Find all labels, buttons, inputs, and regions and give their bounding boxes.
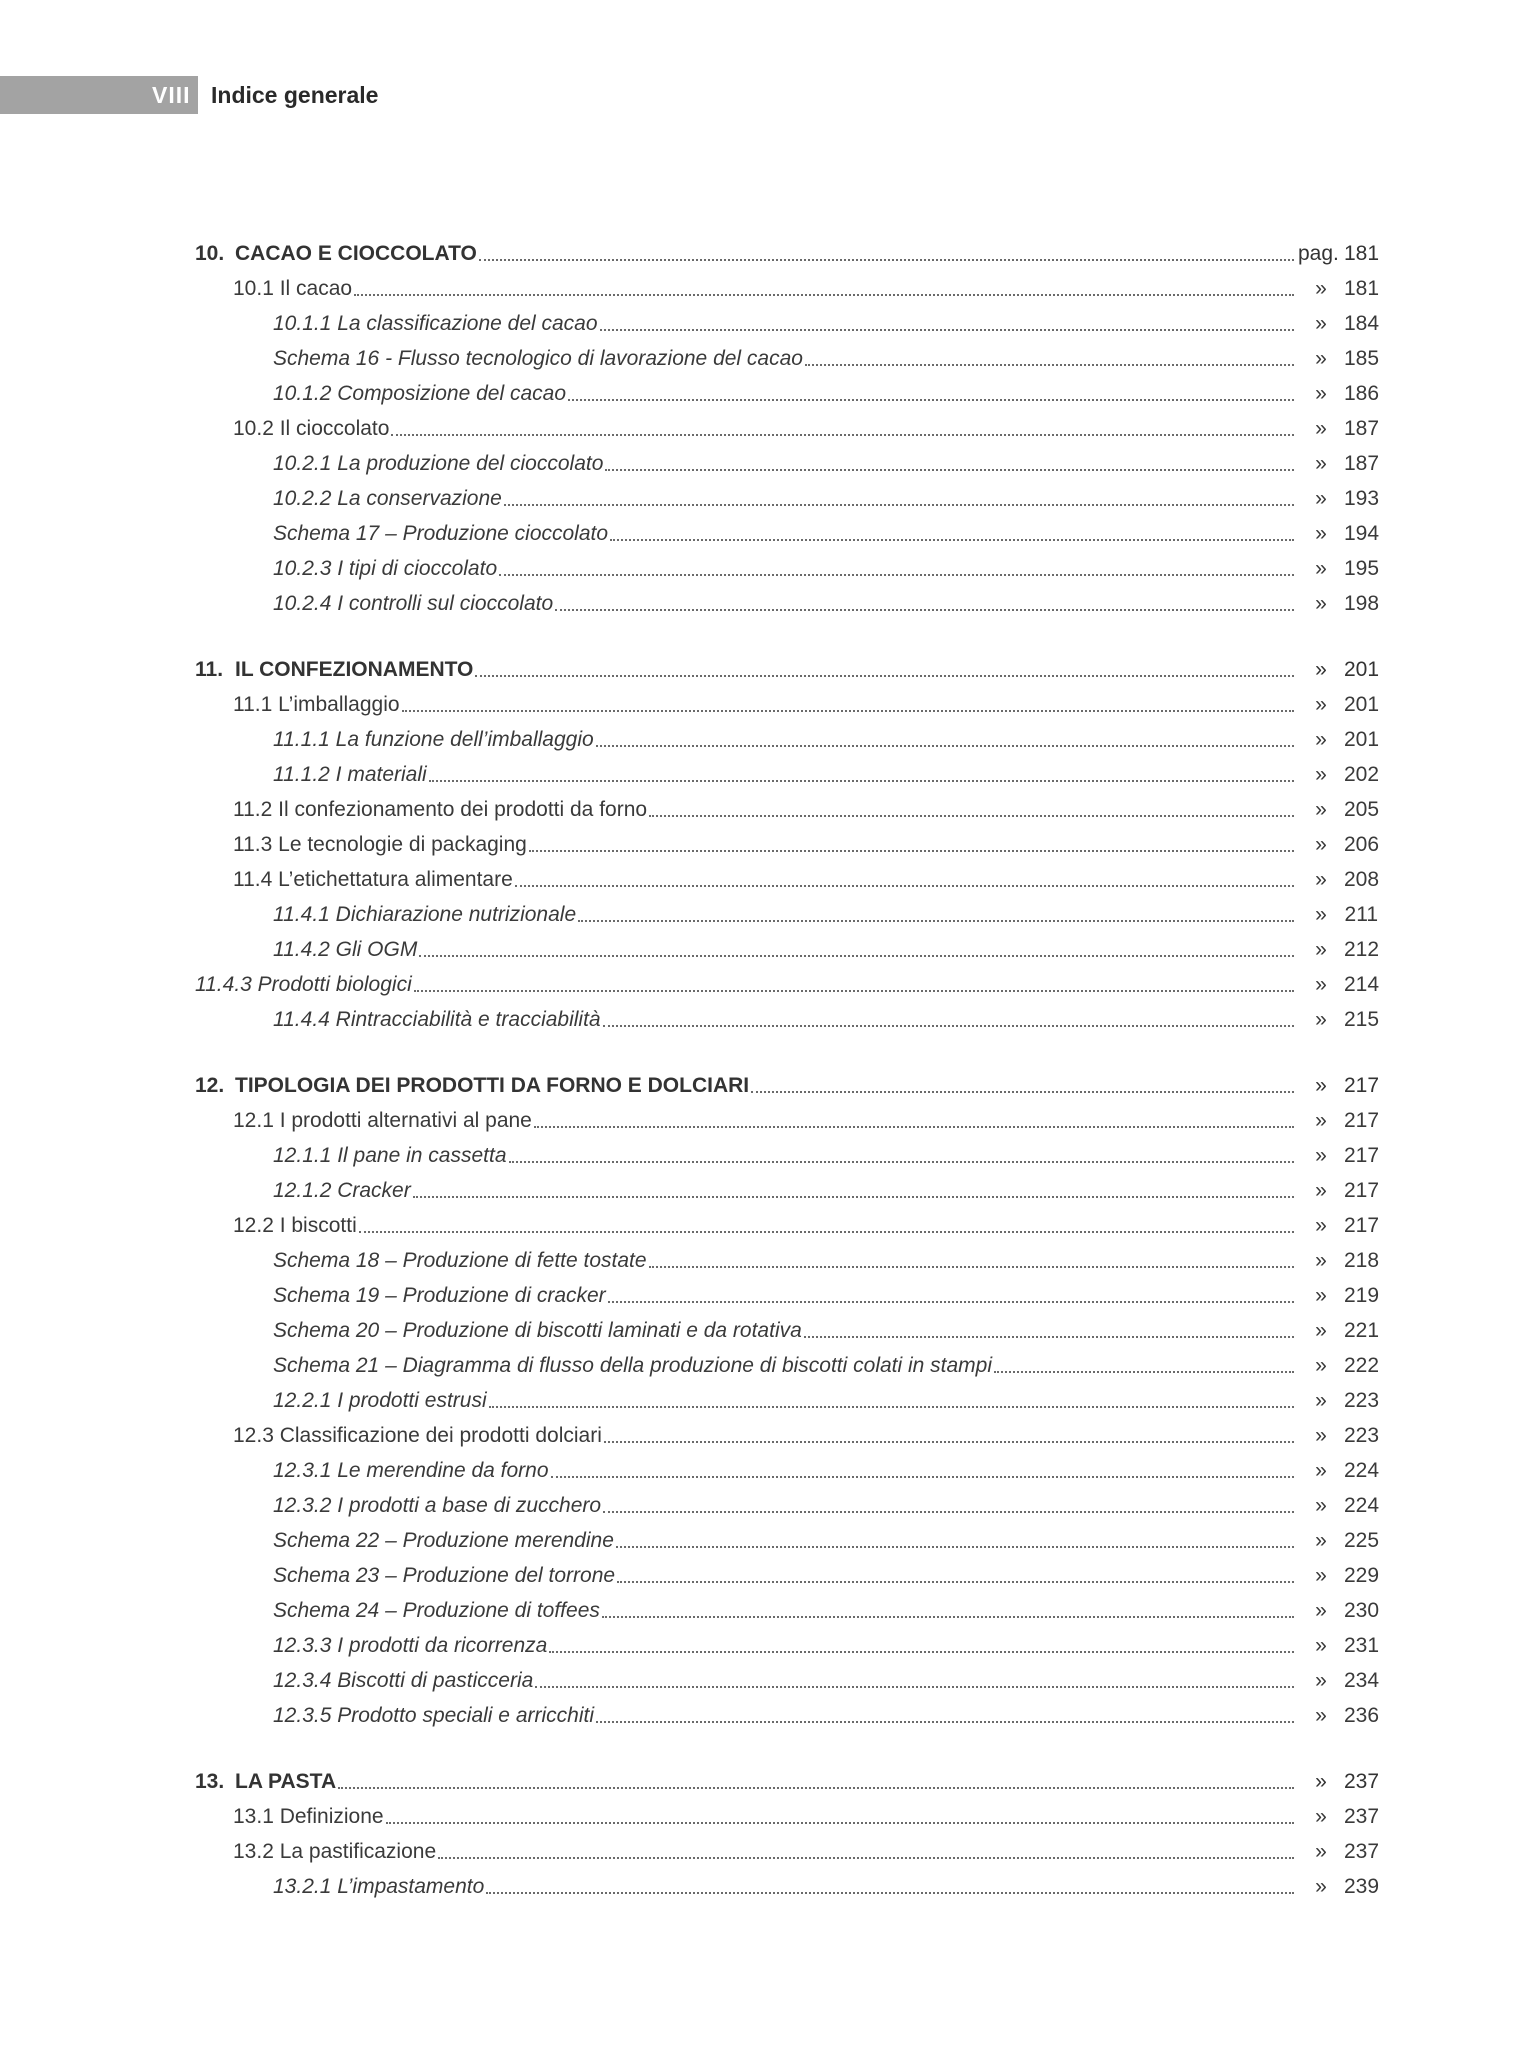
toc-entry-title: [273, 1874, 484, 1900]
toc-entry-text: Schema 19 – Produzione di cracker: [273, 1284, 606, 1307]
toc-entry-row: [273, 1310, 1378, 1344]
toc-entry-row: [273, 548, 1378, 582]
toc-entry-text: IL CONFEZIONAMENTO: [235, 658, 474, 681]
toc-entry-text: Schema 21 – Diagramma di flusso della produzione di biscotti colati in stampi: [273, 1354, 993, 1377]
toc-entry-text: 12.3.4 Biscotti di pasticceria: [273, 1669, 534, 1692]
toc-page-marker: »: [1315, 763, 1327, 786]
dot-leader: [603, 1511, 1294, 1513]
dot-leader: [551, 1476, 1294, 1478]
toc-entry-row: [273, 754, 1378, 788]
toc-entry-row: [195, 964, 1378, 998]
toc-entry-title: [273, 1248, 647, 1274]
toc-entry-title: [273, 1598, 600, 1624]
toc-entry-title: [273, 591, 553, 617]
toc-page-number: 181: [1344, 277, 1380, 300]
toc-page-marker: »: [1315, 658, 1327, 681]
toc-entry-title: [273, 1143, 507, 1169]
toc-page-marker: »: [1315, 1494, 1327, 1517]
toc-entry-text: 12.3.2 I prodotti a base di zucchero: [273, 1494, 602, 1517]
toc-page-number: 237: [1344, 1840, 1380, 1863]
toc-entry-text: 10.1.2 Composizione del cacao: [273, 382, 567, 405]
toc-entry-row: [233, 684, 1378, 718]
toc-entry-row: [273, 478, 1378, 512]
dot-leader: [509, 1161, 1295, 1163]
toc-entry-text: Schema 24 – Produzione di toffees: [273, 1599, 600, 1622]
toc-chapter-number: 12.: [195, 1074, 225, 1097]
toc-entry-text: 12.1.2 Cracker: [273, 1179, 411, 1202]
toc-entry-text: Schema 23 – Produzione del torrone: [273, 1564, 616, 1587]
toc-entry-title: [195, 657, 473, 683]
toc-page-number: 237: [1344, 1805, 1380, 1828]
toc-page-marker: »: [1315, 1564, 1327, 1587]
toc-entry-title: [233, 797, 647, 823]
dot-leader: [475, 675, 1294, 677]
dot-leader: [504, 504, 1294, 506]
toc-page-marker: »: [1315, 693, 1327, 716]
dot-leader: [649, 1266, 1294, 1268]
toc-entry-title: [273, 1668, 533, 1694]
dot-leader: [499, 574, 1294, 576]
toc-page-marker: »: [1315, 1214, 1327, 1237]
toc-entry-title: [233, 1213, 357, 1239]
toc-entry-title: [273, 1283, 606, 1309]
toc-chapter-number: 13.: [195, 1770, 225, 1793]
toc-entry-title: [273, 346, 803, 372]
toc-page-number: 221: [1344, 1319, 1380, 1342]
page-section-number: VIII: [152, 82, 191, 108]
dot-leader: [555, 609, 1294, 611]
toc-entry-text: Schema 17 – Produzione cioccolato: [273, 522, 609, 545]
toc-page-marker: »: [1315, 557, 1327, 580]
toc-page-marker: »: [1315, 277, 1327, 300]
toc-entry-text: 13.1 Definizione: [233, 1805, 384, 1828]
toc-page-number: 223: [1344, 1424, 1380, 1447]
dot-leader: [438, 1857, 1294, 1859]
toc-entry-text: 12.2 I biscotti: [233, 1214, 357, 1237]
toc-entry-row: [273, 1380, 1378, 1414]
dot-leader: [805, 364, 1294, 366]
toc-entry-title: [273, 1458, 549, 1484]
dot-leader: [419, 955, 1294, 957]
toc-entry-row: [273, 929, 1378, 963]
toc-page-number: 211: [1344, 903, 1378, 926]
dot-leader: [534, 1126, 1294, 1128]
toc-page-marker: »: [1315, 1354, 1327, 1377]
toc-page-number: 224: [1344, 1494, 1380, 1517]
toc-entry-row: [273, 338, 1378, 372]
toc-page-marker: pag.: [1298, 242, 1339, 265]
toc-page-marker: »: [1315, 903, 1327, 926]
toc-entry-text: 10.2.3 I tipi di cioccolato: [273, 557, 498, 580]
toc-entry-text: Schema 18 – Produzione di fette tostate: [273, 1249, 647, 1272]
toc-page-number: 217: [1344, 1179, 1380, 1202]
toc-page-number: 201: [1344, 658, 1380, 681]
toc-entry-row: [273, 1275, 1378, 1309]
toc-entry-row: [273, 583, 1378, 617]
toc-entry-title: [233, 1423, 602, 1449]
toc-page-number: 193: [1344, 487, 1380, 510]
dot-leader: [596, 745, 1294, 747]
toc-page-marker: »: [1315, 1840, 1327, 1863]
dot-leader: [616, 1546, 1294, 1548]
dot-leader: [386, 1822, 1294, 1824]
toc-page-marker: »: [1315, 1805, 1327, 1828]
toc-entry-title: [273, 727, 594, 753]
toc-page-number: 194: [1344, 522, 1380, 545]
toc-page-number: 239: [1344, 1875, 1380, 1898]
toc-entry-text: 12.3.5 Prodotto speciali e arricchiti: [273, 1704, 594, 1727]
toc-entry-row: [273, 513, 1378, 547]
toc-entry-text: 11.4.3 Prodotti biologici: [195, 973, 412, 996]
toc-entry-text: TIPOLOGIA DEI PRODOTTI DA FORNO E DOLCIARI: [235, 1074, 750, 1097]
dot-leader: [568, 399, 1294, 401]
toc-entry-row: [273, 1450, 1378, 1484]
toc-page-number: 236: [1344, 1704, 1380, 1727]
toc-entry-title: [273, 451, 603, 477]
toc-entry-title: [273, 1703, 594, 1729]
toc-page-number: 187: [1344, 452, 1380, 475]
dot-leader: [617, 1581, 1294, 1583]
toc-entry-text: Schema 22 – Produzione merendine: [273, 1529, 614, 1552]
toc-entry-text: 10.2.1 La produzione del cioccolato: [273, 452, 604, 475]
toc-entry-text: 11.4 L’etichettatura alimentare: [233, 868, 513, 891]
toc-page-number: 186: [1344, 382, 1380, 405]
toc-page-marker: »: [1315, 973, 1327, 996]
toc-entry-row: [273, 1240, 1378, 1274]
toc-page-marker: »: [1315, 1319, 1327, 1342]
toc-page-number: 206: [1344, 833, 1380, 856]
toc-entry-title: [195, 241, 477, 267]
toc-page-number: 217: [1344, 1144, 1380, 1167]
toc-entry-row: [233, 1415, 1378, 1449]
toc-entry-title: [233, 867, 513, 893]
toc-page-number: 217: [1344, 1109, 1380, 1132]
dot-leader: [804, 1336, 1294, 1338]
toc-entry-text: Schema 20 – Produzione di biscotti laminati e da rotativa: [273, 1319, 802, 1342]
toc-page-marker: »: [1315, 938, 1327, 961]
toc-page-number: 219: [1344, 1284, 1380, 1307]
dot-leader: [402, 710, 1294, 712]
toc-page-number: 217: [1344, 1074, 1380, 1097]
toc-entry-title: [273, 1633, 547, 1659]
dot-leader: [486, 1892, 1294, 1894]
toc-page-number: 223: [1344, 1389, 1380, 1412]
toc-chapter-row: [195, 1065, 1378, 1099]
dot-leader: [578, 920, 1294, 922]
toc-entry-title: [195, 972, 412, 998]
toc-entry-row: [273, 1625, 1378, 1659]
toc-entry-title: [273, 311, 598, 337]
dot-leader: [649, 815, 1294, 817]
toc-entry-row: [273, 1170, 1378, 1204]
toc-entry-row: [233, 1796, 1378, 1830]
toc-page-marker: »: [1315, 1249, 1327, 1272]
toc-page-marker: »: [1315, 1389, 1327, 1412]
dot-leader: [994, 1371, 1294, 1373]
toc-page-marker: »: [1315, 1144, 1327, 1167]
toc-page-number: 230: [1344, 1599, 1380, 1622]
toc-entry-row: [273, 1590, 1378, 1624]
toc-entry-text: 10.1.1 La classificazione del cacao: [273, 312, 598, 335]
dot-leader: [479, 259, 1294, 261]
toc-page-number: 229: [1344, 1564, 1380, 1587]
toc-page-marker: »: [1315, 1599, 1327, 1622]
toc-entry-text: 11.2 Il confezionamento dei prodotti da forno: [233, 798, 648, 821]
toc-page-marker: »: [1315, 592, 1327, 615]
toc-page-number: 214: [1344, 973, 1380, 996]
toc-entry-text: LA PASTA: [235, 1770, 337, 1793]
toc-page-marker: »: [1315, 868, 1327, 891]
toc-entry-row: [273, 1485, 1378, 1519]
toc-entry-title: [195, 1073, 749, 1099]
toc-page-number: 181: [1344, 242, 1380, 265]
toc-page-marker: »: [1315, 798, 1327, 821]
toc-page-marker: »: [1315, 417, 1327, 440]
dot-leader: [603, 1025, 1294, 1027]
toc-page-number: 217: [1344, 1214, 1380, 1237]
toc-entry-title: [273, 1563, 615, 1589]
toc-entry-title: [273, 902, 576, 928]
toc-entry-title: [233, 276, 352, 302]
toc-entry-title: [273, 486, 502, 512]
dot-leader: [549, 1651, 1294, 1653]
toc-page-number: 208: [1344, 868, 1380, 891]
toc-entry-row: [273, 443, 1378, 477]
dot-leader: [602, 1616, 1294, 1618]
toc-entry-text: 12.1.1 Il pane in cassetta: [273, 1144, 507, 1167]
toc-entry-text: 10.2.2 La conservazione: [273, 487, 502, 510]
toc-entry-row: [233, 824, 1378, 858]
toc-page-marker: »: [1315, 1284, 1327, 1307]
toc-entry-row: [273, 719, 1378, 753]
page-title: Indice generale: [211, 82, 379, 108]
toc-page-marker: »: [1315, 452, 1327, 475]
toc-entry-row: [273, 1866, 1378, 1900]
toc-entry-text: 12.2.1 I prodotti estrusi: [273, 1389, 487, 1412]
toc-page-number: 224: [1344, 1459, 1380, 1482]
dot-leader: [414, 990, 1294, 992]
toc-page-marker: »: [1315, 1634, 1327, 1657]
toc-entry-text: 13.2.1 L’impastamento: [273, 1875, 485, 1898]
toc-page-marker: »: [1315, 1770, 1327, 1793]
toc-page-marker: »: [1315, 347, 1327, 370]
toc-page-marker: »: [1315, 1074, 1327, 1097]
toc-page-number: 195: [1344, 557, 1380, 580]
toc-entry-row: [273, 999, 1378, 1033]
toc-entry-title: [233, 416, 389, 442]
toc-entry-text: 11.1.1 La funzione dell’imballaggio: [273, 728, 594, 751]
toc-entry-title: [233, 1839, 436, 1865]
toc-page-marker: »: [1315, 1529, 1327, 1552]
toc-entry-row: [233, 859, 1378, 893]
toc-entry-text: 11.1.2 I materiali: [273, 763, 427, 786]
toc-page-number: 215: [1344, 1008, 1380, 1031]
toc-page-marker: »: [1315, 382, 1327, 405]
toc-page-marker: »: [1315, 312, 1327, 335]
toc-page-number: 234: [1344, 1669, 1380, 1692]
toc-page-number: 231: [1344, 1634, 1380, 1657]
toc-entry-text: 13.2 La pastificazione: [233, 1840, 437, 1863]
toc-entry-text: 11.1 L’imballaggio: [233, 693, 400, 716]
toc-entry-title: [273, 1493, 601, 1519]
toc-page-number: 184: [1344, 312, 1380, 335]
toc-entry-text: 10.1 Il cacao: [233, 277, 353, 300]
toc-page-marker: »: [1315, 1459, 1327, 1482]
dot-leader: [391, 434, 1294, 436]
toc-entry-text: 11.4.1 Dichiarazione nutrizionale: [273, 903, 577, 926]
toc-entry-title: [273, 937, 417, 963]
dot-leader: [413, 1196, 1294, 1198]
toc-entry-row: [273, 1345, 1378, 1379]
toc-page-number: 222: [1344, 1354, 1380, 1377]
toc-page-marker: »: [1315, 522, 1327, 545]
dot-leader: [600, 329, 1294, 331]
toc-page-marker: »: [1315, 1109, 1327, 1132]
toc-entry-row: [273, 1660, 1378, 1694]
toc-page-number: 187: [1344, 417, 1380, 440]
toc-page-number: 185: [1344, 347, 1380, 370]
toc-page-number: 205: [1344, 798, 1380, 821]
toc-entry-title: [273, 556, 497, 582]
toc-entry-title: [273, 1353, 992, 1379]
toc-entry-text: 12.3.1 Le merendine da forno: [273, 1459, 549, 1482]
toc-entry-row: [273, 894, 1378, 928]
toc-chapter-number: 11.: [195, 658, 224, 681]
toc-entry-text: 12.3 Classificazione dei prodotti dolciari: [233, 1424, 602, 1447]
toc-page-marker: »: [1315, 1875, 1327, 1898]
toc-entry-row: [233, 789, 1378, 823]
dot-leader: [610, 539, 1294, 541]
toc-page-number: 225: [1344, 1529, 1380, 1552]
toc-page-marker: »: [1315, 1008, 1327, 1031]
dot-leader: [604, 1441, 1294, 1443]
toc-entry-title: [273, 762, 427, 788]
toc-entry-text: 11.4.4 Rintracciabilità e tracciabilità: [273, 1008, 601, 1031]
toc-entry-title: [195, 1769, 336, 1795]
toc-entry-row: [233, 1205, 1378, 1239]
dot-leader: [751, 1091, 1294, 1093]
toc-entry-row: [273, 1135, 1378, 1169]
toc-page-marker: »: [1315, 1179, 1327, 1202]
dot-leader: [489, 1406, 1294, 1408]
toc-entry-text: 10.2 Il cioccolato: [233, 417, 390, 440]
toc-entry-row: [273, 1555, 1378, 1589]
toc-entry-title: [233, 832, 527, 858]
toc-entry-title: [233, 1804, 384, 1830]
dot-leader: [515, 885, 1294, 887]
toc-page-marker: »: [1315, 1424, 1327, 1447]
toc-entry-row: [233, 1831, 1378, 1865]
toc-entry-title: [273, 1007, 601, 1033]
dot-leader: [608, 1301, 1294, 1303]
dot-leader: [605, 469, 1294, 471]
toc-entry-title: [273, 1178, 411, 1204]
dot-leader: [535, 1686, 1294, 1688]
toc-page-number: 201: [1344, 728, 1380, 751]
toc-page-marker: »: [1315, 1669, 1327, 1692]
toc-entry-title: [233, 692, 400, 718]
toc-page-marker: »: [1315, 833, 1327, 856]
toc-page-marker: »: [1315, 487, 1327, 510]
dot-leader: [338, 1787, 1294, 1789]
toc-entry-title: [273, 521, 608, 547]
toc-page-number: 198: [1344, 592, 1380, 615]
toc-entry-row: [233, 268, 1378, 302]
toc-entry-title: [273, 381, 566, 407]
dot-leader: [429, 780, 1294, 782]
toc-entry-text: Schema 16 - Flusso tecnologico di lavorazione del cacao: [273, 347, 803, 370]
toc-entry-text: 10.2.4 I controlli sul cioccolato: [273, 592, 554, 615]
toc-entry-row: [273, 1695, 1378, 1729]
toc-entry-text: 12.3.3 I prodotti da ricorrenza: [273, 1634, 548, 1657]
toc-entry-text: 12.1 I prodotti alternativi al pane: [233, 1109, 532, 1132]
toc-entry-row: [273, 373, 1378, 407]
dot-leader: [596, 1721, 1294, 1723]
toc-entry-title: [233, 1108, 532, 1134]
toc-entry-row: [273, 303, 1378, 337]
toc-entry-row: [233, 408, 1378, 442]
toc-page-number: 201: [1344, 693, 1380, 716]
toc-chapter-row: [195, 1761, 1378, 1795]
toc-entry-title: [273, 1318, 802, 1344]
toc-page-number: 237: [1344, 1770, 1380, 1793]
dot-leader: [529, 850, 1294, 852]
toc-page-marker: »: [1315, 728, 1327, 751]
toc-chapter-row: [195, 233, 1378, 267]
toc-page-marker: »: [1315, 1704, 1327, 1727]
toc-chapter-number: 10.: [195, 242, 225, 265]
toc-page-number: 212: [1344, 938, 1380, 961]
toc-page-number: 218: [1344, 1249, 1380, 1272]
toc-entry-title: [273, 1388, 487, 1414]
toc-entry-row: [273, 1520, 1378, 1554]
toc-entry-row: [233, 1100, 1378, 1134]
toc-entry-text: CACAO E CIOCCOLATO: [235, 242, 477, 265]
toc-entry-title: [273, 1528, 614, 1554]
dot-leader: [359, 1231, 1294, 1233]
toc-entry-text: 11.4.2 Gli OGM: [273, 938, 418, 961]
dot-leader: [354, 294, 1294, 296]
toc-chapter-row: [195, 649, 1378, 683]
toc-page-number: 202: [1344, 763, 1380, 786]
toc-entry-text: 11.3 Le tecnologie di packaging: [233, 833, 527, 856]
